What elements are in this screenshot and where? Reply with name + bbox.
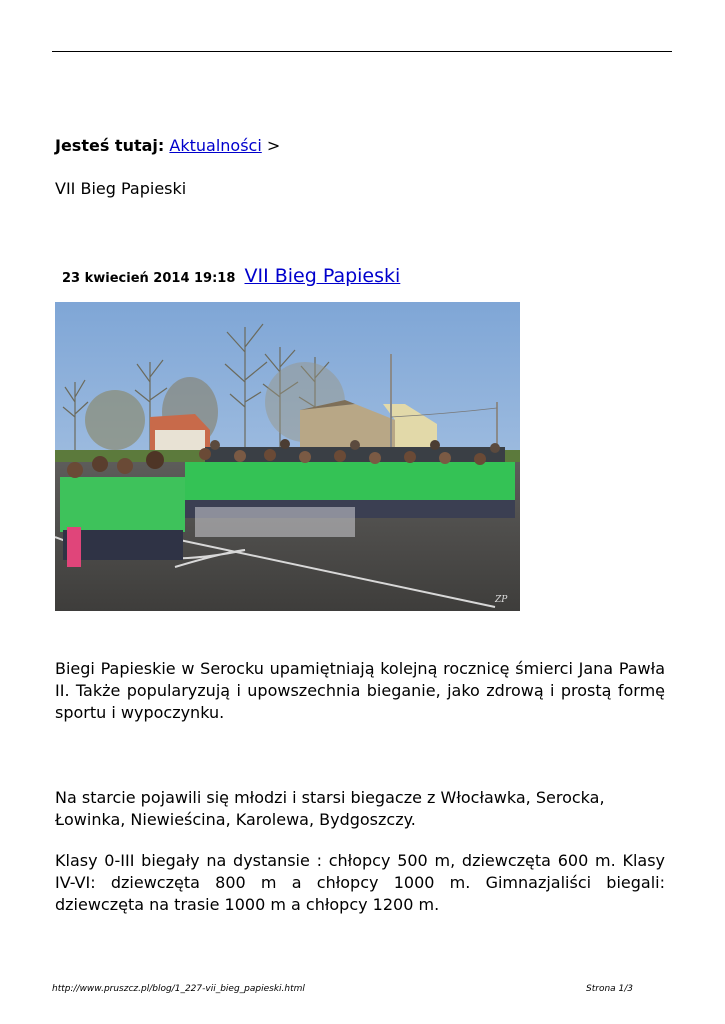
post-meta (62, 264, 400, 291)
footer-page-number: Strona 1/3 (586, 984, 634, 994)
post-title-link[interactable]: VII Bieg Papieski (244, 265, 401, 287)
tree-crown (85, 390, 145, 450)
article-photo (55, 302, 520, 611)
footer-url: http://www.pruszcz.pl/blog/1_227-vii_bieg_papieski.html (52, 984, 305, 994)
paragraph-participants: Na starcie pojawili się młodzi i starsi biegacze z Włocławka, Serocka, Łowinka, Niewieścina, Karolewa, Bydgoszczy. (55, 788, 605, 829)
breadcrumb (55, 135, 280, 157)
breadcrumb-separator: > (266, 136, 281, 155)
post-date: 23 kwiecień 2014 19:18 (62, 271, 236, 286)
photo-signature: ZP (495, 595, 508, 605)
page-title: VII Bieg Papieski (55, 179, 187, 198)
breadcrumb-link-aktualnosci[interactable]: Aktualności (169, 136, 262, 155)
paragraph-distances: Klasy 0-III biegały na dystansie : chłopcy 500 m, dziewczęta 600 m. Klasy IV-VI: dziewczęta 800 m a chłopcy 1000 m. Gimnazjaliści biegali: dziewczęta na trasie 1000 m a chłopcy 1200 m. (55, 851, 665, 914)
header-rule (52, 51, 672, 52)
breadcrumb-label: Jesteś tutaj: (55, 136, 165, 155)
paragraph-intro: Biegi Papieskie w Serocku upamiętniają kolejną rocznicę śmierci Jana Pawła II. Także popularyzują i upowszechnia bieganie, jako zdrową i prostą formę sportu i wypoczynku. (55, 659, 665, 722)
